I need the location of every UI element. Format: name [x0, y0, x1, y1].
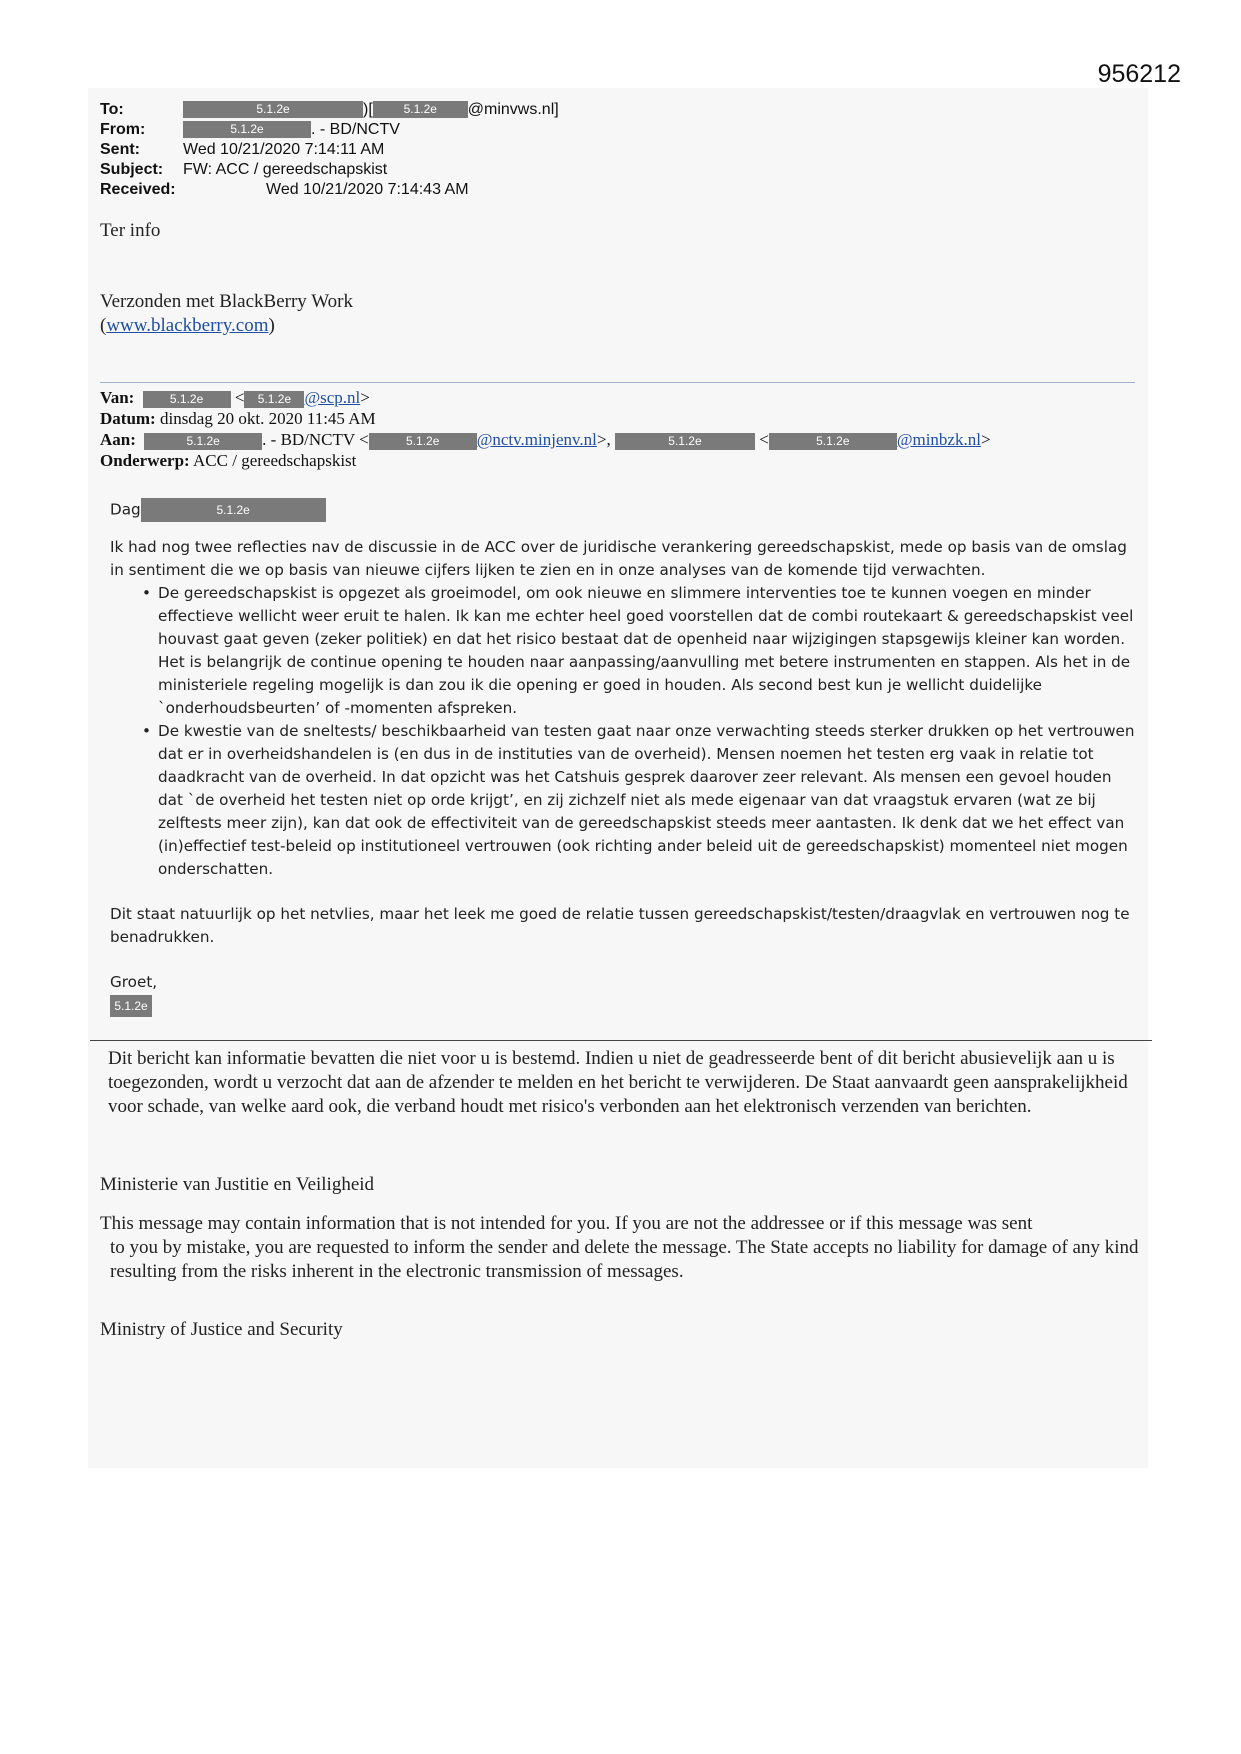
redaction-box: 5.1.2e: [615, 433, 755, 450]
reflection-list: [142, 582, 1135, 881]
redaction-box: 5.1.2e: [144, 433, 262, 450]
intro-text: Ter info: [100, 220, 161, 241]
aan-email-link-2[interactable]: @minbzk.nl: [896, 430, 981, 449]
redaction-box: 5.1.2e: [183, 121, 311, 138]
bullet-text: De kwestie van de sneltests/ beschikbaarheid van testen gaat naar onze verwachting steeds sterker drukken op het vertrouwen dat er in overheidshandelen is (en dus in de instituties van de overheid). Mensen noemen het testen erg vaak in relatie tot daadkracht van de overheid. In dat opzicht was het Catshuis gesprek daarover zeer relevant. Als mensen een gevoel houden dat `de overheid het testen niet op orde krijgt’, en zij zichzelf niet als mede eigenaar van dat vraagstuk ervaren (wat ze bij zelftests meer zijn), kan dat ook de effectiviteit van de gereedschapskist steeds meer aantasten. Ik denk dat we het effect van (in)effectief test-beleid op institutioneel vertrouwen (ook richting ander beleid uit de gereedschapskist) momenteel niet mogen onderschatten.: [158, 722, 1135, 878]
datum-row: [100, 408, 991, 429]
separator-line: [100, 382, 1135, 383]
van-email-link[interactable]: @scp.nl: [304, 388, 361, 407]
bullet-text: De gereedschapskist is opgezet als groeimodel, om ook nieuwe en slimmere interventies toe te kunnen voegen en minder effectieve wellicht weer eruit te halen. Ik kan me echter heel goed voorstellen dat de combi routekaart & gereedschapskist veel houvast gaat geven (zeker politiek) en dat het risico bestaat dat de openheid naar wijzigingen stapsgewijs kleiner kan worden. Het is belangrijk de continue opening te houden naar aanpassing/aanvulling met betere instrumenten en stappen. Als het in de ministeriele regeling mogelijk is dan zou ik die opening er goed in houden. Als second best kun je wellicht duidelijke `onderhoudsbeurten’ of -momenten afspreken.: [158, 584, 1134, 717]
onderwerp-value: ACC / gereedschapskist: [193, 451, 357, 470]
list-item: [142, 582, 1135, 720]
onderwerp-label: Onderwerp:: [100, 451, 190, 470]
aan-email-link-1[interactable]: @nctv.minjenv.nl: [476, 430, 597, 449]
aan-gt: >: [980, 430, 991, 449]
redaction-box: 5.1.2e: [244, 391, 304, 408]
redaction-box: 5.1.2e: [373, 101, 468, 118]
aan-sep: >,: [596, 430, 611, 449]
signature-line: Verzonden met BlackBerry Work: [100, 291, 353, 312]
disclaimer-en-org: Ministry of Justice and Security: [100, 1319, 343, 1340]
disclaimer-nl: Dit bericht kan informatie bevatten die niet voor u is bestemd. Indien u niet de geadresseerde bent of dit bericht abusievelijk aan u is toegezonden, wordt u verzocht dat aan de afzender te melden en het bericht te verwijderen. De Staat aanvaardt geen aansprakelijkheid voor schade, van welke aard ook, die verband houdt met risico's verbonden aan het elektronisch verzenden van berichten.: [108, 1048, 1128, 1117]
redaction-box: 5.1.2e: [769, 433, 897, 450]
from-value: [183, 120, 400, 140]
aan-label: Aan:: [100, 430, 136, 449]
van-row: [100, 387, 991, 408]
to-separator: )[: [363, 101, 373, 118]
disclaimer-en-rest: to you by mistake, you are requested to inform the sender and delete the message. The State accepts no liability for damage of any kind resulting from the risks inherent in the electronic transmission of messages.: [110, 1237, 1139, 1282]
van-lt: <: [234, 388, 245, 407]
redaction-box: 5.1.2e: [110, 995, 152, 1017]
to-value: [183, 100, 559, 120]
onderwerp-row: [100, 450, 991, 471]
sent-label: Sent:: [100, 141, 140, 158]
subject-value: FW: ACC / gereedschapskist: [183, 161, 388, 178]
aan-lt: <: [759, 430, 769, 449]
redaction-box: 5.1.2e: [141, 498, 326, 522]
paren-close: ): [268, 315, 275, 336]
bullet-icon: •: [142, 584, 151, 602]
aan-mid: . - BD/NCTV <: [262, 430, 369, 449]
to-label: To:: [100, 101, 124, 118]
sent-value: Wed 10/21/2020 7:14:11 AM: [183, 141, 385, 158]
sign-off: Groet,: [110, 973, 158, 991]
paren-open: (: [100, 315, 107, 336]
greeting-line: [110, 498, 1135, 522]
list-item: [142, 720, 1135, 881]
disclaimer-nl-org: Ministerie van Justitie en Veiligheid: [100, 1174, 375, 1195]
redaction-box: 5.1.2e: [143, 391, 231, 408]
redaction-box: 5.1.2e: [183, 101, 363, 118]
to-domain: @minvws.nl]: [467, 101, 559, 118]
from-suffix: . - BD/NCTV: [311, 121, 400, 138]
from-label: From:: [100, 121, 146, 138]
forwarded-header: [100, 387, 991, 471]
disclaimer-divider: [90, 1040, 1152, 1041]
closing-paragraph: Dit staat natuurlijk op het netvlies, maar het leek me goed de relatie tussen gereedschapskist/testen/draagvlak en vertrouwen nog te benadrukken.: [110, 905, 1130, 946]
received-label: Received:: [100, 181, 176, 198]
datum-value: dinsdag 20 okt. 2020 11:45 AM: [159, 409, 376, 428]
message-intro: Ik had nog twee reflecties nav de discussie in de ACC over de juridische verankering gereedschapskist, mede op basis van de omslag in sentiment die we op basis van nieuwe cijfers lijken te zien en in onze analyses van de komende tijd verwachten.: [110, 538, 1127, 579]
subject-label: Subject:: [100, 161, 164, 178]
van-gt: >: [360, 388, 370, 407]
datum-label: Datum:: [100, 409, 156, 428]
bullet-icon: •: [142, 722, 151, 740]
aan-row: [100, 429, 991, 450]
greeting: Dag: [110, 500, 141, 519]
disclaimer-en-first-line: This message may contain information that is not intended for you. If you are not the addressee or if this message was sent: [100, 1213, 1033, 1234]
van-label: Van:: [100, 388, 135, 407]
message-body: [110, 498, 1135, 1017]
blackberry-link[interactable]: www.blackberry.com: [106, 315, 269, 336]
document-number: 956212: [1097, 60, 1181, 88]
signature-redacted: [110, 994, 1135, 1017]
disclaimer-en: [100, 1212, 1140, 1284]
received-value: Wed 10/21/2020 7:14:43 AM: [266, 181, 469, 198]
signature-link-line: [100, 314, 275, 338]
redaction-box: 5.1.2e: [369, 433, 477, 450]
